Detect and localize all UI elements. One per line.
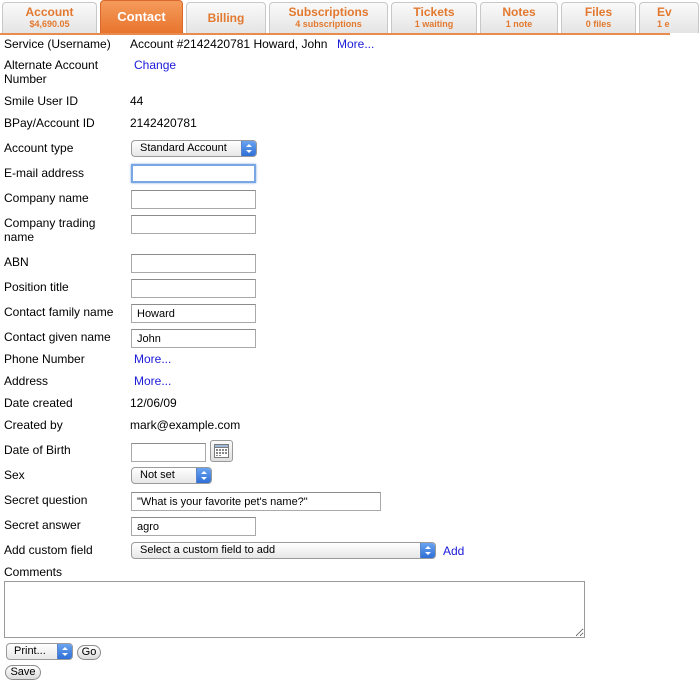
tab-title: Ev <box>657 5 672 19</box>
date-of-birth-label: Date of Birth <box>4 443 71 457</box>
tab-underline <box>0 33 670 35</box>
alt-account-label: Alternate Account Number <box>4 58 99 86</box>
tab-title: Account <box>25 5 74 19</box>
tab-contact[interactable] <box>100 0 183 35</box>
address-more-link[interactable]: More... <box>134 374 172 388</box>
sex-value: Not set <box>140 469 175 481</box>
account-type-label: Account type <box>4 141 74 155</box>
select-arrows-icon <box>420 543 435 558</box>
smile-user-id-value: 44 <box>130 94 144 108</box>
comments-textarea[interactable] <box>4 581 585 638</box>
contact-family-name-input[interactable] <box>131 304 256 323</box>
bpay-label: BPay/Account ID <box>4 116 95 130</box>
tab-subtitle: $4,690.05 <box>29 19 70 29</box>
phone-more-link[interactable]: More... <box>134 352 172 366</box>
account-type-select[interactable] <box>131 140 257 157</box>
secret-question-input[interactable] <box>131 492 381 511</box>
tab-events[interactable] <box>639 2 699 33</box>
bpay-value: 2142420781 <box>130 116 197 130</box>
position-title-label: Position title <box>4 280 69 294</box>
tab-notes[interactable] <box>480 2 558 33</box>
service-more-link[interactable]: More... <box>337 37 375 51</box>
print-select[interactable] <box>6 643 73 660</box>
created-by-value: mark@example.com <box>130 418 241 432</box>
select-arrows-icon <box>57 644 72 659</box>
tab-bar <box>0 0 670 34</box>
tab-title: Files <box>584 5 613 19</box>
alt-account-change-link[interactable]: Change <box>134 58 177 72</box>
tab-title: Tickets <box>413 5 455 19</box>
secret-question-label: Secret question <box>4 493 88 507</box>
date-created-value: 12/06/09 <box>130 396 177 410</box>
tab-subtitle: 4 subscriptions <box>295 19 362 29</box>
company-name-label: Company name <box>4 191 89 205</box>
print-value: Print... <box>14 645 46 657</box>
tab-tickets[interactable] <box>391 2 477 33</box>
phone-number-label: Phone Number <box>4 352 85 366</box>
address-label: Address <box>4 374 49 388</box>
smile-user-id-label: Smile User ID <box>4 94 79 108</box>
tab-billing[interactable] <box>186 2 266 33</box>
sex-label: Sex <box>4 468 25 482</box>
tab-files[interactable] <box>561 2 636 33</box>
account-type-value: Standard Account <box>140 142 227 154</box>
comments-label: Comments <box>4 565 63 579</box>
calendar-button[interactable] <box>210 440 233 462</box>
select-arrows-icon <box>241 141 256 156</box>
sex-select[interactable] <box>131 467 212 484</box>
tab-subtitle: 1 note <box>505 19 533 29</box>
tab-title: Contact <box>117 9 166 24</box>
position-title-input[interactable] <box>131 279 256 298</box>
select-arrows-icon <box>196 468 211 483</box>
date-of-birth-input[interactable] <box>131 443 206 462</box>
contact-given-name-input[interactable] <box>131 329 256 348</box>
add-custom-field-label: Add custom field <box>4 543 93 557</box>
company-trading-name-label: Company trading name <box>4 216 96 244</box>
tab-subtitle: 1 waiting <box>414 19 454 29</box>
tab-title: Subscriptions <box>288 5 369 19</box>
tab-subtitle: 0 files <box>585 19 612 29</box>
secret-answer-input[interactable] <box>131 517 256 536</box>
tab-title: Notes <box>502 5 536 19</box>
service-label: Service (Username) <box>4 37 111 51</box>
email-label: E-mail address <box>4 166 85 180</box>
created-by-label: Created by <box>4 418 63 432</box>
tab-account[interactable] <box>2 2 97 33</box>
save-button[interactable]: Save <box>5 665 41 680</box>
calendar-icon <box>214 444 229 458</box>
email-input[interactable] <box>131 164 256 183</box>
date-created-label: Date created <box>4 396 73 410</box>
add-custom-field-link[interactable]: Add <box>443 544 465 558</box>
abn-label: ABN <box>4 255 29 269</box>
company-trading-name-input[interactable] <box>131 215 256 234</box>
contact-given-name-label: Contact given name <box>4 330 111 344</box>
go-button[interactable]: Go <box>77 645 101 660</box>
contact-family-name-label: Contact family name <box>4 305 114 319</box>
custom-field-select[interactable] <box>131 542 436 559</box>
tab-title: Billing <box>207 11 245 25</box>
service-value: Account #2142420781 Howard, John <box>130 37 328 51</box>
abn-input[interactable] <box>131 254 256 273</box>
tab-subscriptions[interactable] <box>269 2 388 33</box>
tab-subtitle: 1 e <box>657 19 670 29</box>
company-name-input[interactable] <box>131 190 256 209</box>
custom-field-value: Select a custom field to add <box>140 544 276 556</box>
secret-answer-label: Secret answer <box>4 518 81 532</box>
